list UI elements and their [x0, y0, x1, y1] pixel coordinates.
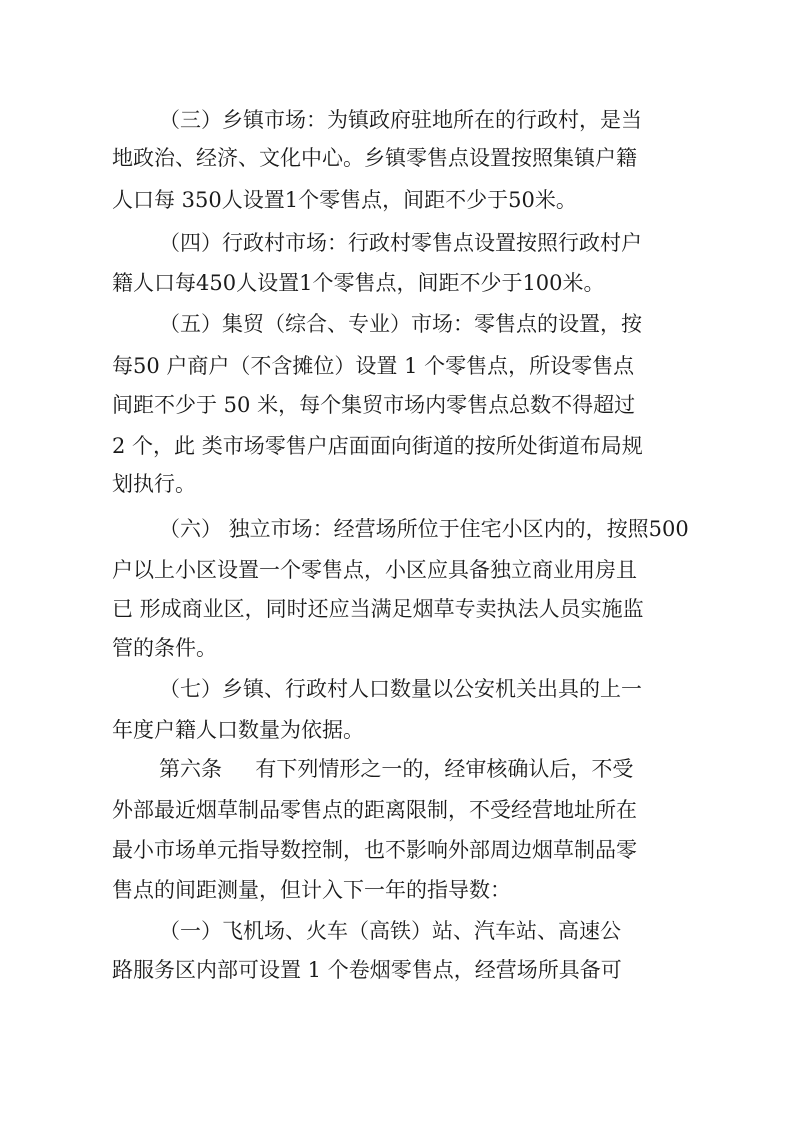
text-line: 籍人口每450人设置1个零售点，间距不少于100米。: [112, 271, 605, 295]
text-line: 最小市场单元指导数控制，也不影响外部周边烟草制品零: [112, 838, 637, 862]
text-line: 间距不少于 50 米，每个集贸市场内零售点总数不得超过: [112, 393, 636, 417]
text-line: 每50 户商户（不含摊位）设置 1 个零售点，所设零售点: [112, 354, 635, 378]
text-line: 2 个，此 类市场零售户店面面向街道的按所处街道布局规: [112, 434, 643, 458]
text-line: 地政治、经济、文化中心。乡镇零售点设置按照集镇户籍: [112, 146, 637, 170]
text-line: 外部最近烟草制品零售点的距离限制，不受经营地址所在: [112, 798, 637, 822]
text-line: 户以上小区设置一个零售点，小区应具备独立商业用房且: [112, 558, 637, 582]
text-line: （七）乡镇、行政村人口数量以公安机关出具的上一: [159, 677, 642, 701]
text-line: 路服务区内部可设置 1 个卷烟零售点，经营场所具备可: [112, 958, 622, 982]
text-line: （五）集贸（综合、专业）市场：零售点的设置，按: [159, 312, 642, 336]
text-line: 已 形成商业区，同时还应当满足烟草专卖执法人员实施监: [112, 597, 644, 621]
text-line: 人口每 350人设置1个零售点，间距不少于50米。: [112, 188, 577, 212]
text-line: 售点的间距测量，但计入下一年的指导数：: [112, 878, 511, 902]
text-line: 年度户籍人口数量为依据。: [112, 718, 364, 742]
text-line: （六） 独立市场：经营场所位于住宅小区内的，按照500: [159, 517, 689, 541]
text-line: （四）行政村市场：行政村零售点设置按照行政村户: [159, 231, 642, 255]
text-line: （一）飞机场、火车（高铁）站、汽车站、高速公: [159, 919, 621, 943]
text-line: （三）乡镇市场：为镇政府驻地所在的行政村，是当: [159, 108, 642, 132]
text-line: 管的条件。: [112, 636, 217, 660]
text-line: 划执行。: [112, 472, 196, 496]
text-line: 第六条 有下列情形之一的，经审核确认后，不受: [159, 757, 634, 781]
